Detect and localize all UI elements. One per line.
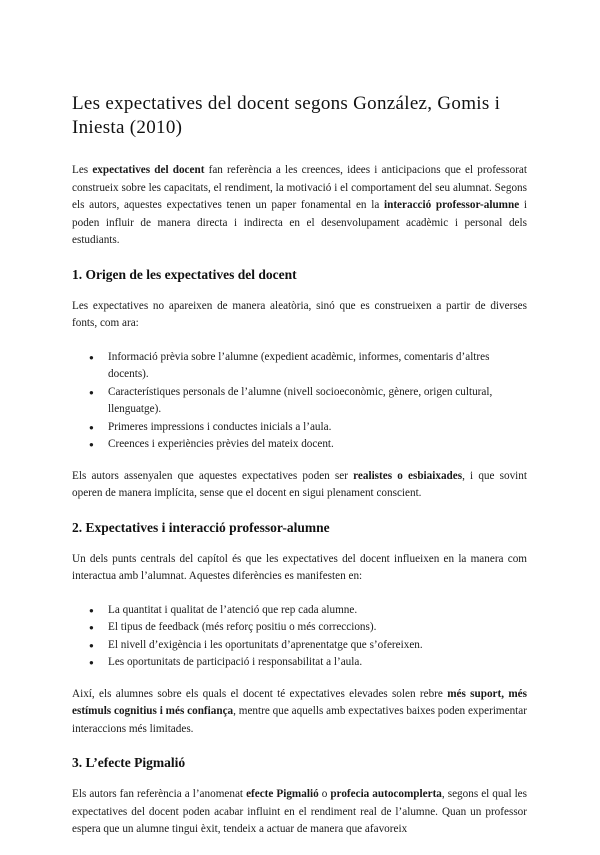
bullet-list bbox=[72, 349, 527, 454]
bold-term: realistes o esbiaixades bbox=[353, 469, 463, 482]
section-paragraph: Així, els alumnes sobre els quals el docent té expectatives elevades solen rebre més suport, més estímuls cognitius i més confiança, mentre que aquells amb expectatives baixes poden experimentar interaccions més limitades. bbox=[72, 687, 527, 735]
list-item: ● La quantitat i qualitat de l’atenció que rep cada alumne. bbox=[108, 602, 527, 620]
section-paragraph: Un dels punts centrals del capítol és que les expectatives del docent influeixen en la manera com interactua amb l’alumnat. Aquestes diferències es manifesten en: bbox=[72, 552, 527, 582]
section-paragraph: Els autors assenyalen que aquestes expectatives poden ser realistes o esbiaixades, i que sovint operen de manera implícita, sense que el docent en sigui plenament conscient. bbox=[72, 469, 527, 499]
list-item: ● Primeres impressions i conductes inicials a l’aula. bbox=[108, 419, 527, 437]
document-body bbox=[72, 92, 527, 855]
bold-term: expectatives del docent bbox=[92, 164, 205, 176]
section-heading-interaction: 2. Expectatives i interacció professor-alumne bbox=[72, 519, 330, 535]
list-item: ● El nivell d’exigència i les oportunitats d’aprenentatge que s’ofereixen. bbox=[108, 637, 527, 655]
document-title: Les expectatives del docent segons González, Gomis i Iniesta (2010) bbox=[72, 93, 501, 138]
bold-term: més suport, més estímuls cognitius i més confiança bbox=[72, 687, 527, 717]
section-heading-pygmalion: 3. L’efecte Pigmalió bbox=[72, 755, 186, 770]
list-item: ● Informació prèvia sobre l’alumne (expedient acadèmic, informes, comentaris d’altres docents). bbox=[108, 349, 527, 384]
intro-paragraph: Les expectatives del docent fan referència a les creences, idees i anticipacions que el professorat construeix sobre les capacitats, el rendiment, la motivació i el comportament del seu alumnat. Segons els autors, aquestes expectatives tenen un paper fonamental en la interacció professor-alumne i poden influir de manera directa i indirecta en el desenvolupament acadèmic i personal dels estudiants. bbox=[72, 164, 527, 246]
section-paragraph: Les expectatives no apareixen de manera aleatòria, sinó que es construeixen a partir de diverses fonts, com ara: bbox=[72, 299, 527, 329]
list-item: ● El tipus de feedback (més reforç positiu o més correccions). bbox=[108, 619, 527, 637]
section-heading-origin: 1. Origen de les expectatives del docent bbox=[72, 266, 297, 282]
bold-term: interacció professor-alumne bbox=[383, 199, 520, 211]
list-item: ● Característiques personals de l’alumne (nivell socioeconòmic, gènere, origen cultural, llenguatge). bbox=[108, 384, 527, 419]
bold-term: profecia autocomplerta bbox=[330, 788, 442, 800]
list-item: ● Les oportunitats de participació i responsabilitat a l’aula. bbox=[108, 654, 527, 672]
bold-term: efecte Pigmalió bbox=[246, 788, 319, 800]
list-item: ● Creences i experiències prèvies del mateix docent. bbox=[108, 436, 527, 454]
section-paragraph: Els autors fan referència a l’anomenat efecte Pigmalió o profecia autocomplerta, segons el qual les expectatives del docent poden acabar influint en el rendiment real de l’alumne. Quan un professor espera que un alumne tingui èxit, tendeix a actuar de manera que afavoreix bbox=[72, 788, 528, 835]
bullet-list bbox=[72, 602, 527, 672]
